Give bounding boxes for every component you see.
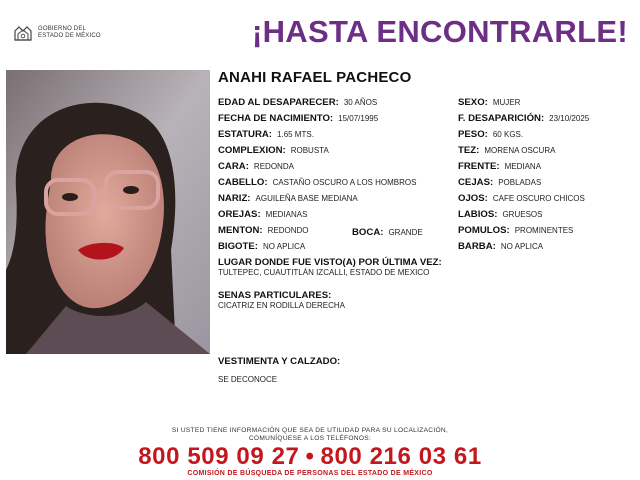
field-cejas	[458, 177, 541, 188]
contact-note-line-1: SI USTED TIENE INFORMACIÓN QUE SEA DE UTILIDAD PARA SU LOCALIZACIÓN,	[171, 427, 449, 434]
field-label: CEJAS:	[458, 177, 494, 188]
field-ojos	[458, 193, 585, 204]
government-logo	[12, 22, 101, 44]
field-value: PROMINENTES	[514, 226, 574, 235]
field-label: CARA:	[218, 161, 249, 172]
field-value: ROBUSTA	[290, 146, 329, 155]
phone-2[interactable]: 800 216 03 61	[320, 443, 482, 470]
state-emblem-icon	[12, 22, 34, 44]
commission-name: COMISIÓN DE BÚSQUEDA DE PERSONAS DEL ESTADO DE MÉXICO	[187, 470, 433, 477]
field-value: NO APLICA	[262, 242, 306, 251]
field-label: PESO:	[458, 129, 488, 140]
headline: ¡HASTA ENCONTRARLE!	[252, 14, 628, 49]
field-value: 1.65 MTS.	[277, 130, 314, 139]
field-value: AGUILEÑA BASE MEDIANA	[255, 194, 358, 203]
field-label: TEZ:	[458, 145, 480, 156]
phone-numbers	[0, 443, 620, 471]
field-value: MORENA OSCURA	[484, 146, 556, 155]
field-fecha-nacimiento	[218, 113, 378, 124]
field-label: BARBA:	[458, 241, 496, 252]
field-label: NARIZ:	[218, 193, 251, 204]
field-label: OREJAS:	[218, 209, 261, 220]
field-value: 60 KGS.	[492, 130, 524, 139]
person-photo	[6, 70, 210, 354]
field-value: MEDIANA	[504, 162, 542, 171]
field-label: BOCA:	[352, 227, 384, 238]
field-value: MUJER	[492, 98, 521, 107]
field-edad	[218, 97, 377, 108]
separator-dot: •	[305, 443, 315, 470]
field-value: REDONDA	[253, 162, 294, 171]
field-label: SEXO:	[458, 97, 488, 108]
logo-line-1: GOBIERNO DEL	[38, 26, 87, 32]
field-orejas	[218, 209, 307, 220]
senas-label: SENAS PARTICULARES:	[218, 290, 332, 301]
field-sexo	[458, 97, 520, 108]
field-label: COMPLEXION:	[218, 145, 286, 156]
field-label: BIGOTE:	[218, 241, 258, 252]
field-value: MEDIANAS	[265, 210, 308, 219]
field-value: GRANDE	[388, 228, 423, 237]
vestimenta-value: SE DECONOCE	[218, 375, 278, 384]
field-cara	[218, 161, 294, 172]
field-barba	[458, 241, 543, 252]
field-label: FECHA DE NACIMIENTO:	[218, 113, 334, 124]
field-value: GRUESOS	[502, 210, 543, 219]
field-tez	[458, 145, 555, 156]
field-label: MENTON:	[218, 225, 263, 236]
field-value: 30 AÑOS	[343, 98, 378, 107]
field-label: EDAD AL DESAPARECER:	[218, 97, 339, 108]
portrait-illustration	[6, 70, 210, 354]
field-value: NO APLICA	[500, 242, 544, 251]
vestimenta-label: VESTIMENTA Y CALZADO:	[218, 356, 341, 367]
field-label: F. DESAPARICIÓN:	[458, 113, 545, 124]
phone-1[interactable]: 800 509 09 27	[138, 443, 300, 470]
field-peso	[458, 129, 523, 140]
field-complexion	[218, 145, 329, 156]
logo-line-2: ESTADO DE MÉXICO	[38, 33, 101, 39]
field-label: FRENTE:	[458, 161, 500, 172]
senas-value: CICATRIZ EN RODILLA DERECHA	[218, 301, 345, 310]
field-value: 15/07/1995	[338, 114, 379, 123]
field-nariz	[218, 193, 358, 204]
contact-note-line-2: COMUNÍQUESE A LOS TELÉFONOS:	[248, 435, 372, 442]
field-estatura	[218, 129, 314, 140]
field-label: LABIOS:	[458, 209, 498, 220]
field-value: CAFE OSCURO CHICOS	[492, 194, 585, 203]
government-logo-text	[38, 26, 101, 40]
field-label: ESTATURA:	[218, 129, 273, 140]
field-value: REDONDO	[267, 226, 309, 235]
lugar-label: LUGAR DONDE FUE VISTO(A) POR ÚLTIMA VEZ:	[218, 257, 442, 268]
field-value: CASTAÑO OSCURO A LOS HOMBROS	[272, 178, 417, 187]
field-frente	[458, 161, 541, 172]
field-label: CABELLO:	[218, 177, 268, 188]
field-cabello	[218, 177, 416, 188]
field-labios	[458, 209, 542, 220]
field-value: POBLADAS	[498, 178, 542, 187]
lugar-value: TULTEPEC, CUAUTITLÁN IZCALLI, ESTADO DE MEXICO	[218, 268, 430, 277]
field-label: OJOS:	[458, 193, 488, 204]
field-pomulos	[458, 225, 573, 236]
field-boca	[352, 227, 423, 238]
field-menton	[218, 225, 308, 236]
field-f-desaparicion	[458, 113, 589, 124]
field-value: 23/10/2025	[549, 114, 590, 123]
field-bigote	[218, 241, 305, 252]
person-name: ANAHI RAFAEL PACHECO	[218, 69, 412, 86]
field-label: POMULOS:	[458, 225, 510, 236]
